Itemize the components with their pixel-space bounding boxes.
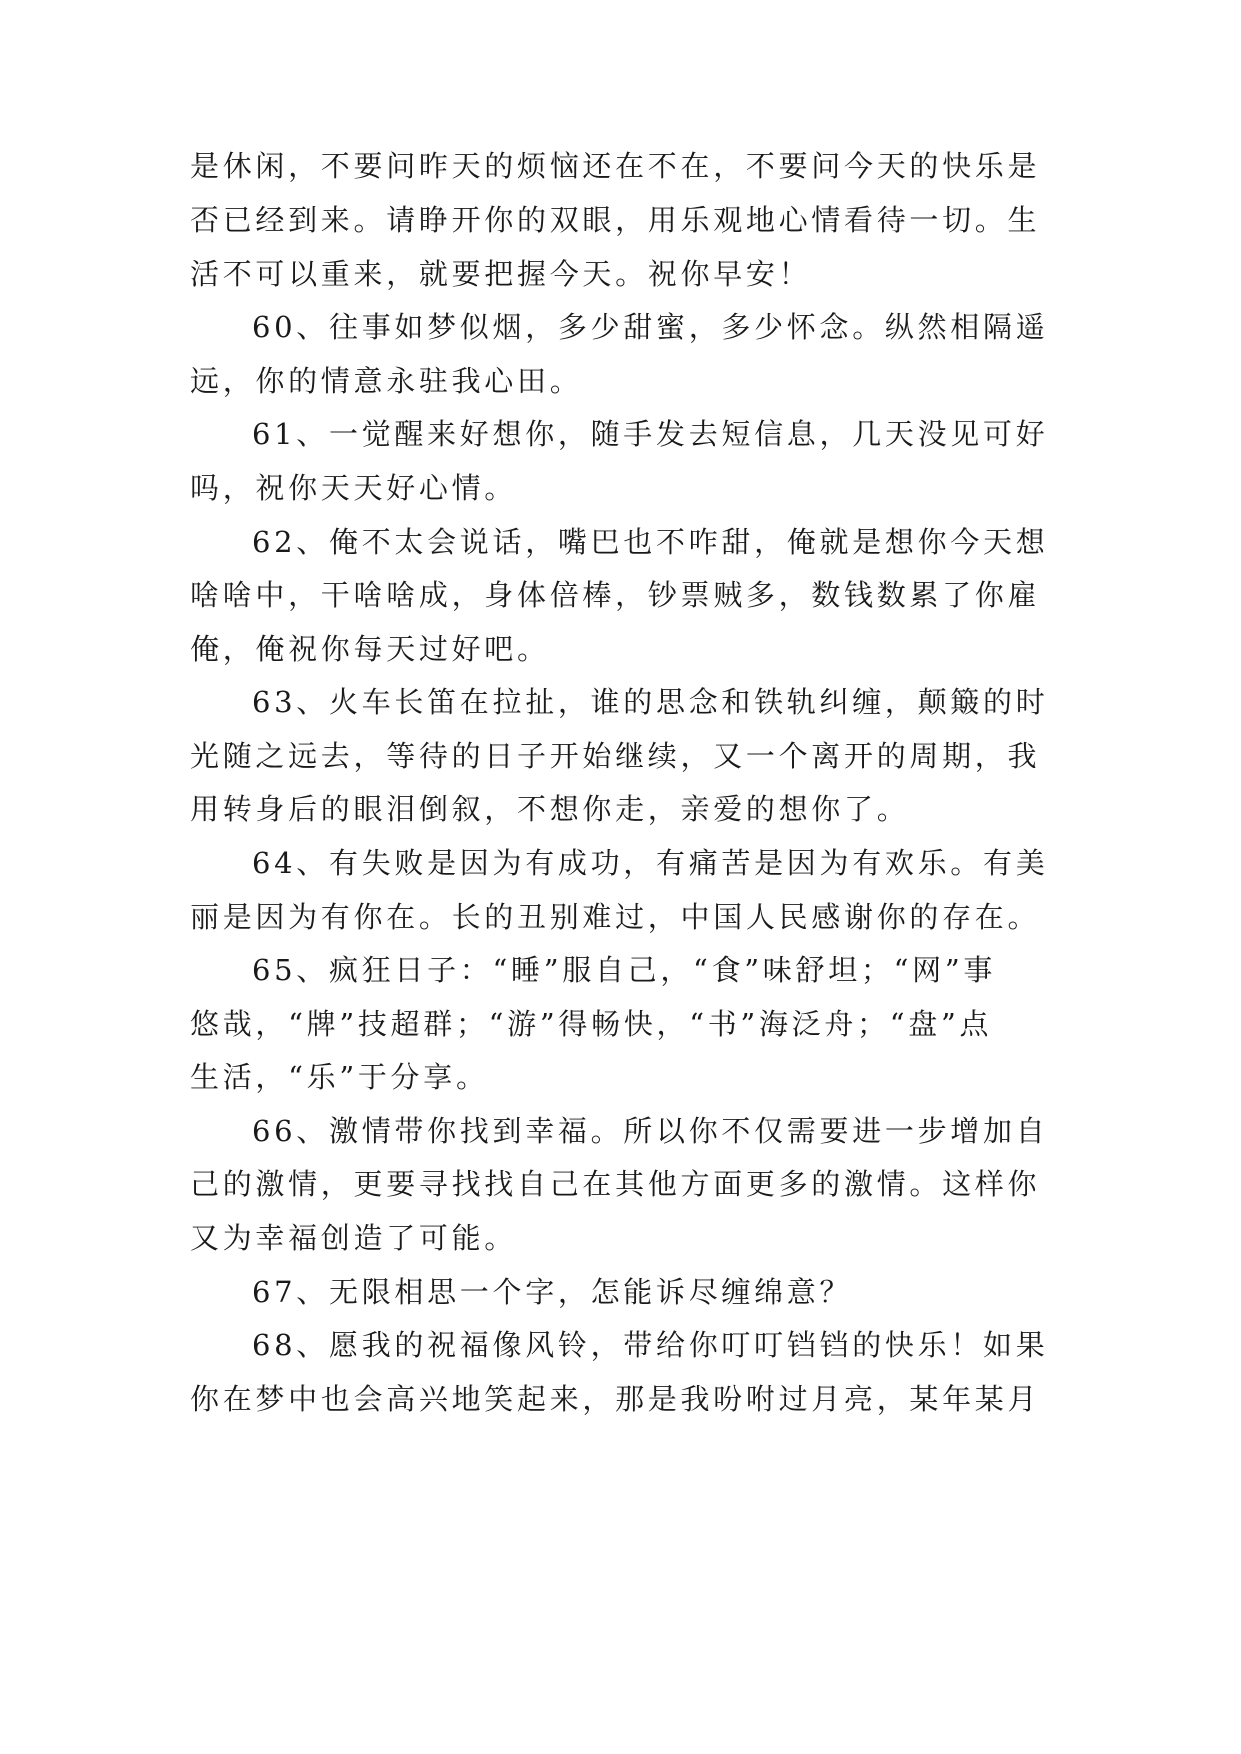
text-line: 67、无限相思一个字，怎能诉尽缠绵意？	[252, 1275, 853, 1309]
text-line: 60、往事如梦似烟，多少甜蜜，多少怀念。纵然相隔遥	[252, 310, 1049, 344]
text-line: 62、俺不太会说话，嘴巴也不咋甜，俺就是想你今天想	[252, 525, 1049, 559]
text-line: 你在梦中也会高兴地笑起来，那是我吩咐过月亮，某年某月	[190, 1382, 1041, 1416]
text-line: 否已经到来。请睁开你的双眼，用乐观地心情看待一切。生	[190, 203, 1041, 237]
text-line: 俺，俺祝你每天过好吧。	[190, 632, 550, 666]
text-line: 悠哉，“牌”技超群；“游”得畅快，“书”海泛舟；“盘”点	[190, 1007, 993, 1041]
text-line: 64、有失败是因为有成功，有痛苦是因为有欢乐。有美	[252, 846, 1049, 880]
text-line: 生活，“乐”于分享。	[190, 1060, 489, 1094]
text-line: 用转身后的眼泪倒叙，不想你走，亲爱的想你了。	[190, 792, 910, 826]
text-line: 61、一觉醒来好想你，随手发去短信息，几天没见可好	[252, 417, 1049, 451]
text-line: 66、激情带你找到幸福。所以你不仅需要进一步增加自	[252, 1114, 1049, 1148]
text-line: 丽是因为有你在。长的丑别难过，中国人民感谢你的存在。	[190, 900, 1041, 934]
text-line: 68、愿我的祝福像风铃，带给你叮叮铛铛的快乐！如果	[252, 1328, 1049, 1362]
text-line: 63、火车长笛在拉扯，谁的思念和铁轨纠缠，颠簸的时	[252, 685, 1049, 719]
text-line: 吗，祝你天天好心情。	[190, 471, 518, 505]
text-line: 远，你的情意永驻我心田。	[190, 364, 583, 398]
text-line: 己的激情，更要寻找找自己在其他方面更多的激情。这样你	[190, 1167, 1041, 1201]
text-line: 光随之远去，等待的日子开始继续，又一个离开的周期，我	[190, 739, 1041, 773]
text-line: 是休闲，不要问昨天的烦恼还在不在，不要问今天的快乐是	[190, 149, 1041, 183]
text-line: 65、疯狂日子：“睡”服自己，“食”味舒坦；“网”事	[252, 953, 997, 987]
text-line: 又为幸福创造了可能。	[190, 1221, 518, 1255]
text-line: 活不可以重来，就要把握今天。祝你早安！	[190, 257, 812, 291]
text-line: 啥啥中，干啥啥成，身体倍棒，钞票贼多，数钱数累了你雇	[190, 578, 1041, 612]
